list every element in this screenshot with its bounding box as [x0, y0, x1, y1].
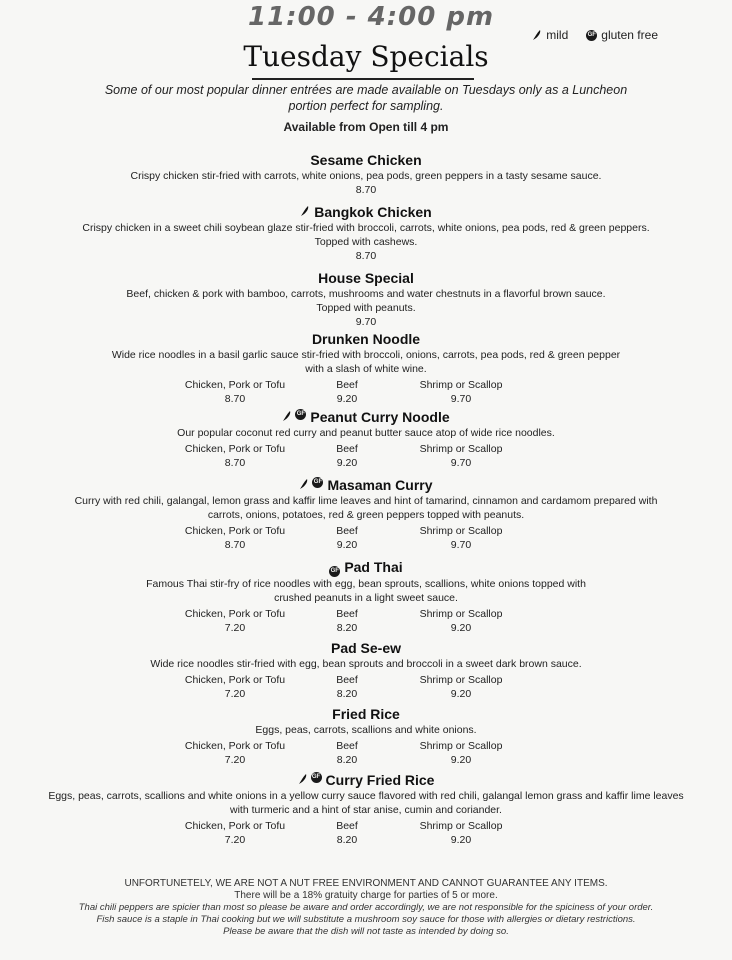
spice-warning: Thai chili peppers are spicier than most so please be aware and order accordingly, we are not responsible for the spiciness of your order. [78, 902, 654, 913]
price-beef: 8.20 [336, 688, 358, 700]
price-label-beef: Beef [336, 443, 358, 455]
price-label-chicken-pork-tofu: Chicken, Pork or Tofu [184, 379, 286, 391]
chili-pepper-icon [298, 771, 308, 783]
price-shrimp-scallop: 9.70 [450, 539, 472, 551]
price-chicken-pork-tofu: 8.70 [224, 539, 246, 551]
gluten-free-icon: GF [329, 566, 340, 577]
item-description-line2: carrots, onions, potatoes, red & green peppers topped with peanuts. [207, 509, 525, 521]
item-price: 9.70 [355, 316, 377, 328]
price-label-beef: Beef [336, 608, 358, 620]
price-beef: 9.20 [336, 393, 358, 405]
price-label-beef: Beef [336, 740, 358, 752]
price-beef: 9.20 [336, 457, 358, 469]
price-beef: 8.20 [336, 834, 358, 846]
item-description-line2: Topped with peanuts. [316, 302, 416, 314]
item-description: Beef, chicken & pork with bamboo, carrots, mushrooms and water chestnuts in a flavorful brown sauce. [126, 288, 606, 300]
price-shrimp-scallop: 9.20 [450, 622, 472, 634]
gluten-free-icon: GF [311, 772, 322, 783]
price-label-shrimp-scallop: Shrimp or Scallop [419, 820, 503, 832]
price-shrimp-scallop: 9.20 [450, 834, 472, 846]
item-description: Wide rice noodles stir-fried with egg, bean sprouts and broccoli in a sweet dark brown sauce. [150, 658, 582, 670]
item-name: Bangkok Chicken [314, 204, 432, 220]
price-shrimp-scallop: 9.20 [450, 754, 472, 766]
price-label-chicken-pork-tofu: Chicken, Pork or Tofu [184, 740, 286, 752]
gluten-free-icon: GF [312, 477, 323, 488]
menu-item-masaman-curry [0, 476, 732, 552]
price-beef: 8.20 [336, 622, 358, 634]
price-label-beef: Beef [336, 820, 358, 832]
chili-pepper-icon [300, 203, 310, 215]
price-table [0, 524, 732, 552]
price-shrimp-scallop: 9.70 [450, 457, 472, 469]
price-label-beef: Beef [336, 525, 358, 537]
legend-mild-label: mild [546, 28, 569, 42]
item-description: Eggs, peas, carrots, scallions and white onions in a yellow curry sauce flavored with red chili, galangal lemon grass and kaffir lime leaves [48, 790, 684, 802]
item-name: Pad Thai [344, 559, 403, 575]
price-shrimp-scallop: 9.20 [450, 688, 472, 700]
item-name: Peanut Curry Noodle [310, 409, 450, 425]
gluten-free-icon: GF [295, 409, 306, 420]
menu-item-curry-fried-rice [0, 771, 732, 847]
price-label-chicken-pork-tofu: Chicken, Pork or Tofu [184, 443, 286, 455]
menu-item-pad-se-ew [0, 639, 732, 701]
item-description-line2: crushed peanuts in a light sweet sauce. [274, 592, 458, 604]
price-chicken-pork-tofu: 7.20 [224, 688, 246, 700]
item-description: Famous Thai stir-fry of rice noodles with egg, bean sprouts, scallions, white onions topped with [146, 578, 586, 590]
price-table [0, 739, 732, 767]
menu-item-pad-thai [0, 558, 732, 635]
chili-pepper-icon [282, 408, 292, 420]
price-table [0, 378, 732, 406]
item-name: Drunken Noodle [311, 331, 421, 347]
item-description: Eggs, peas, carrots, scallions and white onions. [255, 724, 477, 736]
availability-text: Available from Open till 4 pm [283, 120, 449, 134]
price-label-beef: Beef [336, 379, 358, 391]
menu-item-fried-rice [0, 705, 732, 767]
price-label-shrimp-scallop: Shrimp or Scallop [419, 379, 503, 391]
price-chicken-pork-tofu: 7.20 [224, 834, 246, 846]
price-table [0, 607, 732, 635]
price-label-chicken-pork-tofu: Chicken, Pork or Tofu [184, 674, 286, 686]
nut-warning: UNFORTUNETELY, WE ARE NOT A NUT FREE ENVIRONMENT AND CANNOT GUARANTEE ANY ITEMS. [124, 878, 608, 889]
price-label-chicken-pork-tofu: Chicken, Pork or Tofu [184, 525, 286, 537]
fish-sauce-note: Fish sauce is a staple in Thai cooking but we will substitute a mushroom soy sauce for those with allergies or dietary restrictions. [96, 914, 636, 925]
item-name: Curry Fried Rice [325, 772, 435, 788]
price-label-shrimp-scallop: Shrimp or Scallop [419, 740, 503, 752]
menu-item-house-special [0, 269, 732, 329]
item-description: Curry with red chili, galangal, lemon grass and kaffir lime leaves and hint of tamarind, cinnamon and cardamom prepared with [74, 495, 658, 507]
item-price: 8.70 [355, 250, 377, 262]
item-name: Fried Rice [332, 706, 400, 722]
item-price: 8.70 [355, 184, 377, 196]
gluten-free-icon: GF [586, 30, 597, 41]
price-table [0, 442, 732, 470]
menu-item-sesame-chicken [0, 151, 732, 197]
price-table [0, 673, 732, 701]
price-chicken-pork-tofu: 8.70 [224, 393, 246, 405]
title-underline [252, 78, 474, 80]
price-chicken-pork-tofu: 7.20 [224, 622, 246, 634]
price-chicken-pork-tofu: 8.70 [224, 457, 246, 469]
price-label-shrimp-scallop: Shrimp or Scallop [419, 674, 503, 686]
item-description: Our popular coconut red curry and peanut butter sauce atop of wide rice noodles. [177, 427, 555, 439]
item-name: Masaman Curry [327, 477, 433, 493]
gratuity-note: There will be a 18% gratuity charge for parties of 5 or more. [234, 890, 498, 901]
menu-item-drunken-noodle [0, 330, 732, 406]
menu-item-peanut-curry-noodle [0, 408, 732, 470]
price-label-beef: Beef [336, 674, 358, 686]
price-table [0, 819, 732, 847]
item-description: Crispy chicken in a sweet chili soybean glaze stir-fried with broccoli, carrots, white onions, pea pods, red & green peppers. [82, 222, 650, 234]
chili-pepper-icon [299, 476, 309, 488]
item-description: Crispy chicken stir-fried with carrots, white onions, pea pods, green peppers in a tasty sesame sauce. [130, 170, 602, 182]
menu-item-bangkok-chicken [0, 203, 732, 263]
price-label-shrimp-scallop: Shrimp or Scallop [419, 608, 503, 620]
price-shrimp-scallop: 9.70 [450, 393, 472, 405]
price-label-shrimp-scallop: Shrimp or Scallop [419, 443, 503, 455]
item-name: House Special [318, 270, 414, 286]
item-name: Pad Se-ew [330, 640, 402, 656]
price-label-chicken-pork-tofu: Chicken, Pork or Tofu [184, 820, 286, 832]
item-description-line2: with a slash of white wine. [305, 363, 427, 375]
price-beef: 8.20 [336, 754, 358, 766]
page-title: Tuesday Specials [243, 40, 489, 73]
footer-notes [40, 878, 692, 938]
item-description-line2: with turmeric and a hint of star anise, cumin and coriander. [230, 804, 502, 816]
intro-text: Some of our most popular dinner entrées are made available on Tuesdays only as a Luncheon portion perfect for sampling. [104, 83, 628, 113]
taste-note: Please be aware that the dish will not taste as intended by doing so. [223, 926, 509, 937]
price-beef: 9.20 [336, 539, 358, 551]
item-name: Sesame Chicken [310, 152, 422, 168]
legend-gluten-free-label: gluten free [601, 28, 658, 42]
handwritten-hours: 11:00 - 4:00 pm [248, 2, 495, 32]
price-label-shrimp-scallop: Shrimp or Scallop [419, 525, 503, 537]
item-description-line2: Topped with cashews. [314, 236, 418, 248]
price-chicken-pork-tofu: 7.20 [224, 754, 246, 766]
price-label-chicken-pork-tofu: Chicken, Pork or Tofu [184, 608, 286, 620]
item-description: Wide rice noodles in a basil garlic sauce stir-fried with broccoli, onions, carrots, pea pods, red & green pepper [111, 349, 621, 361]
